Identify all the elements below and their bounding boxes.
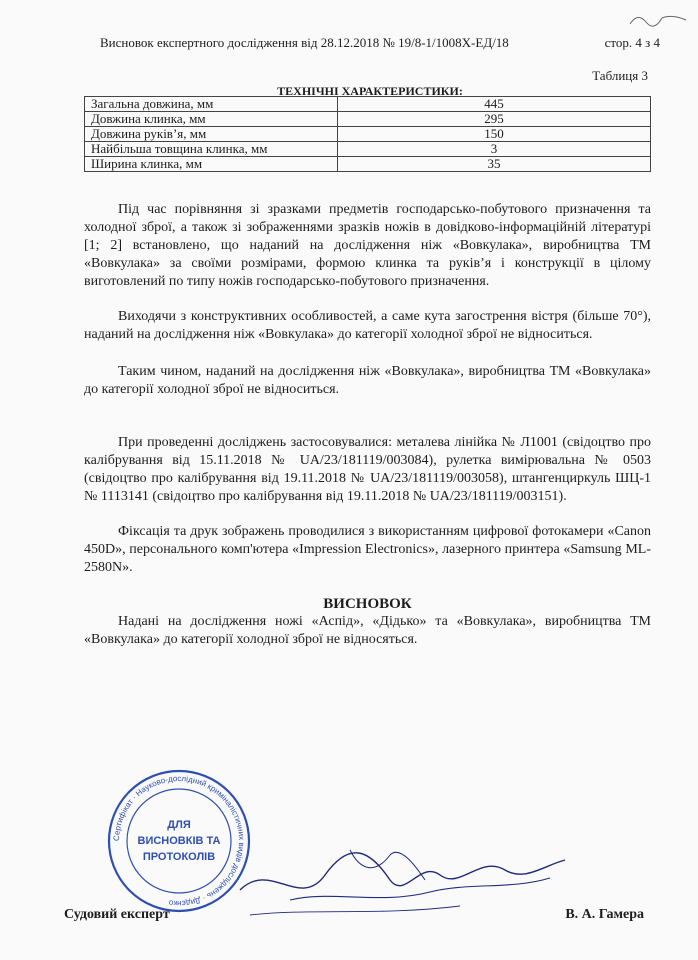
specs-table — [84, 96, 651, 172]
table-row — [85, 127, 651, 142]
stamp-ring-text: Сертифікат · Науково-дослідний криміналістичних видів досліджень · Дидєнко — [111, 773, 247, 909]
table-row — [85, 112, 651, 127]
table-cell-name: Ширина клинка, мм — [85, 157, 338, 172]
paragraph-instruments: При проведенні досліджень застосовувалися: металева лінійка № Л1001 (свідоцтво про калібрування від 15.11.2018 № UA/23/181119/003084), рулетка вимірювальна № 0503 (свідоцтво про калібрування від 19.11.2018 № UA/23/181119/003058), штангенциркуль ШЦ-1 № 1113141 (свідоцтво про калібрування від 19.11.2018 № UA/23/181119/003151). — [84, 435, 651, 504]
corner-annotation-mark — [628, 10, 688, 28]
document-title: Висновок експертного дослідження від 28.12.2018 № 19/8-1/1008Х-ЕД/18 — [100, 35, 509, 50]
paragraph-conclusion: Надані на дослідження ножі «Аспід», «Дідько» та «Вовкулака», виробництва ТМ «Вовкулака» до категорії холодної зброї не відносяться. — [84, 614, 651, 647]
handwritten-signature — [230, 820, 570, 930]
paragraph-photo-equipment: Фіксація та друк зображень проводилися з використанням цифрової фотокамери «Canon 450D», персонального комп'ютера «Impression Electronics», лазерного принтера «Samsung ML-2580N». — [84, 524, 651, 575]
table-row — [85, 157, 651, 172]
paragraph-summary: Таким чином, наданий на дослідження ніж «Вовкулака», виробництва ТМ «Вовкулака» до категорії холодної зброї не відноситься. — [84, 364, 651, 397]
conclusion-heading: ВИСНОВОК — [323, 596, 412, 612]
table-cell-value: 150 — [338, 127, 651, 142]
table-cell-value: 3 — [338, 142, 651, 157]
table-row — [85, 142, 651, 157]
table-label: Таблиця 3 — [592, 68, 648, 83]
expert-name: В. А. Гамера — [565, 907, 644, 922]
stamp-center-line1: ДЛЯ — [167, 819, 191, 831]
expert-role: Судовий експерт — [64, 907, 170, 922]
table-cell-name: Загальна довжина, мм — [85, 97, 338, 112]
stamp-center-line2: ВИСНОВКІВ ТА — [137, 835, 221, 847]
table-cell-value: 35 — [338, 157, 651, 172]
table-cell-name: Найбільша товщина клинка, мм — [85, 142, 338, 157]
paragraph-comparison: Під час порівняння зі зразками предметів господарсько-побутового призначення та холодної зброї, а також зі зображеннями зразків ножів в довідково-інформаційній літературі [1; 2] встановлено, що наданий на дослідження ніж «Вовкулака», виробництва ТМ «Вовкулака» за своїми розмірами, формою клинка та руків’я і конструкції в цілому виготовлений по типу ножів господарсько-побутового призначення. — [84, 202, 651, 289]
paragraph-construction: Виходячи з конструктивних особливостей, а саме кута загострення вістря (більше 70°), наданий на дослідження ніж «Вовкулака» до категорії холодної зброї не відноситься. — [84, 309, 651, 342]
table-cell-name: Довжина руків’я, мм — [85, 127, 338, 142]
table-cell-value: 295 — [338, 112, 651, 127]
table-row — [85, 97, 651, 112]
table-title: ТЕХНІЧНІ ХАРАКТЕРИСТИКИ: — [277, 84, 463, 98]
page-number: стор. 4 з 4 — [604, 35, 660, 50]
table-cell-name: Довжина клинка, мм — [85, 112, 338, 127]
table-cell-value: 445 — [338, 97, 651, 112]
stamp-center-line3: ПРОТОКОЛІВ — [142, 851, 216, 863]
